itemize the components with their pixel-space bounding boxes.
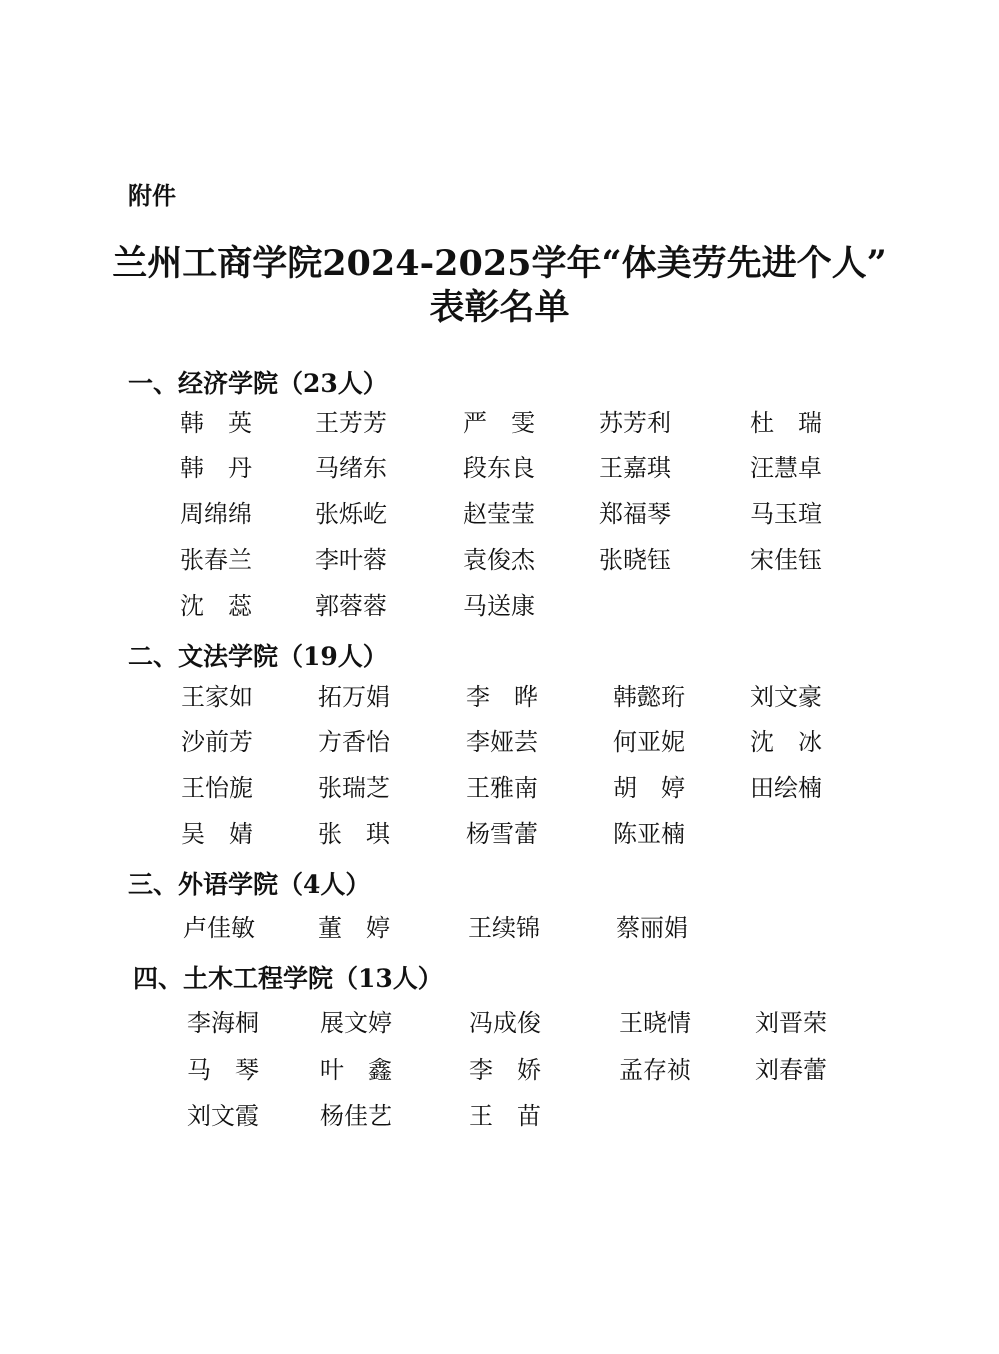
person-name: 苏芳利 <box>599 409 671 437</box>
person-name: 蔡丽娟 <box>616 914 688 942</box>
name-row <box>0 1101 999 1141</box>
person-name: 李 晔 <box>466 683 538 711</box>
person-name: 李娅芸 <box>466 728 538 756</box>
name-row <box>0 913 999 953</box>
name-row <box>0 1055 999 1095</box>
person-name: 王怡旎 <box>181 774 253 802</box>
person-name: 杨雪蕾 <box>466 820 538 848</box>
person-name: 马绪东 <box>315 454 387 482</box>
person-name: 张 琪 <box>318 820 390 848</box>
person-name: 张春兰 <box>180 546 252 574</box>
section-heading: 四、土木工程学院（13人） <box>133 964 443 993</box>
attachment-label: 附件 <box>128 182 176 210</box>
person-name: 王续锦 <box>468 914 540 942</box>
person-name: 王 苗 <box>469 1102 541 1130</box>
document-title-line2: 表彰名单 <box>429 287 570 328</box>
person-name: 方香怡 <box>318 728 390 756</box>
name-row <box>0 499 999 539</box>
person-name: 严 雯 <box>463 409 535 437</box>
person-name: 张晓钰 <box>599 546 671 574</box>
person-name: 叶 鑫 <box>320 1056 392 1084</box>
person-name: 王嘉琪 <box>599 454 671 482</box>
name-row <box>0 1008 999 1048</box>
person-name: 李 娇 <box>469 1056 541 1084</box>
person-name: 孟存祯 <box>619 1056 691 1084</box>
person-name: 吴 婧 <box>181 820 253 848</box>
name-row <box>0 408 999 448</box>
name-row <box>0 773 999 813</box>
person-name: 马送康 <box>463 592 535 620</box>
person-name: 刘春蕾 <box>755 1056 827 1084</box>
person-name: 胡 婷 <box>613 774 685 802</box>
person-name: 何亚妮 <box>613 728 685 756</box>
section-heading: 二、文法学院（19人） <box>128 642 388 671</box>
person-name: 刘文豪 <box>750 683 822 711</box>
person-name: 刘文霞 <box>187 1102 259 1130</box>
section-heading: 三、外语学院（4人） <box>128 870 371 899</box>
person-name: 张烁屹 <box>315 500 387 528</box>
person-name: 汪慧卓 <box>750 454 822 482</box>
person-name: 袁俊杰 <box>463 546 535 574</box>
person-name: 沈 冰 <box>750 728 822 756</box>
person-name: 杜 瑞 <box>750 409 822 437</box>
person-name: 王家如 <box>181 683 253 711</box>
name-row <box>0 545 999 585</box>
person-name: 董 婷 <box>318 914 390 942</box>
name-row <box>0 453 999 493</box>
person-name: 李海桐 <box>187 1009 259 1037</box>
person-name: 王芳芳 <box>315 409 387 437</box>
person-name: 王晓情 <box>619 1009 691 1037</box>
person-name: 杨佳艺 <box>320 1102 392 1130</box>
person-name: 周绵绵 <box>180 500 252 528</box>
person-name: 王雅南 <box>466 774 538 802</box>
person-name: 沙前芳 <box>181 728 253 756</box>
person-name: 卢佳敏 <box>183 914 255 942</box>
person-name: 韩 英 <box>180 409 252 437</box>
person-name: 赵莹莹 <box>463 500 535 528</box>
person-name: 刘晋荣 <box>755 1009 827 1037</box>
person-name: 宋佳钰 <box>750 546 822 574</box>
section-heading: 一、经济学院（23人） <box>128 369 388 398</box>
name-row <box>0 682 999 722</box>
name-row <box>0 819 999 859</box>
person-name: 李叶蓉 <box>315 546 387 574</box>
person-name: 张瑞芝 <box>318 774 390 802</box>
person-name: 韩 丹 <box>180 454 252 482</box>
person-name: 田绘楠 <box>750 774 822 802</box>
name-row <box>0 727 999 767</box>
person-name: 马玉瑄 <box>750 500 822 528</box>
person-name: 马 琴 <box>187 1056 259 1084</box>
person-name: 冯成俊 <box>469 1009 541 1037</box>
person-name: 郭蓉蓉 <box>315 592 387 620</box>
person-name: 沈 蕊 <box>180 592 252 620</box>
person-name: 韩懿珩 <box>613 683 685 711</box>
document-title-line1: 兰州工商学院2024-2025学年“体美劳先进个人” <box>112 243 887 284</box>
person-name: 拓万娟 <box>318 683 390 711</box>
person-name: 展文婷 <box>320 1009 392 1037</box>
person-name: 陈亚楠 <box>613 820 685 848</box>
name-row <box>0 591 999 631</box>
person-name: 段东良 <box>463 454 535 482</box>
person-name: 郑福琴 <box>599 500 671 528</box>
